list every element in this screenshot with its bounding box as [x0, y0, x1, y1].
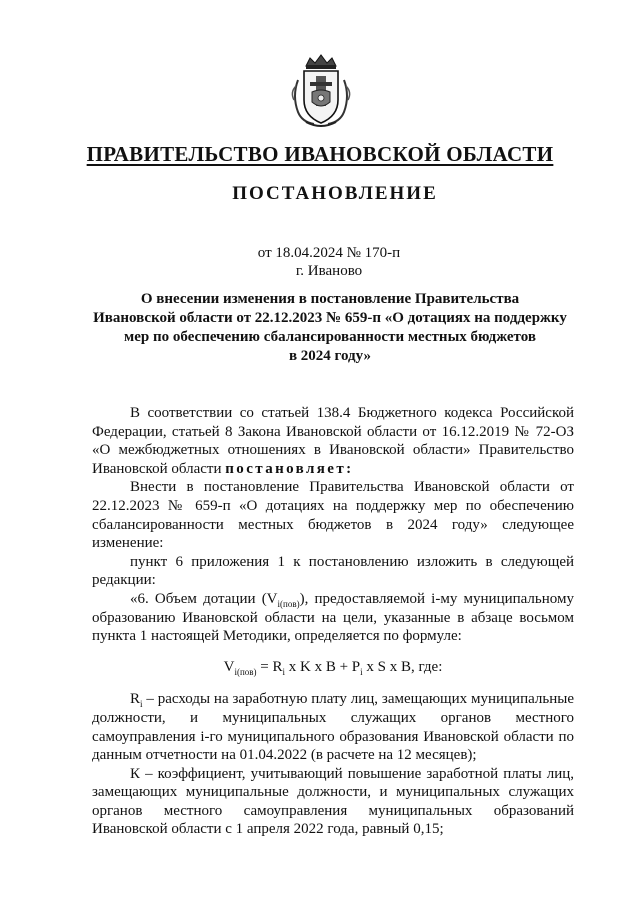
subject-line: в 2024 году» [288, 348, 372, 364]
amendment-paragraph: Внести в постановление Правительства Ивановской области от 22.12.2023 № 659-п «О дотациях на поддержку мер по обеспечению сбалансированности местных бюджетов в 2024 году» следующее изменение: [92, 479, 574, 552]
resolution-keyword: постановляет: [225, 460, 354, 477]
document-body [92, 404, 574, 839]
item-6-paragraph: «6. Объем дотации $(V_{i(пов)})$, предоставляемой i-му муниципальному образованию Ивановской области на цели, указанные в абзаце восьмом пункта 1 настоящей Методики, определяется по формуле: [92, 590, 574, 645]
government-name: ПРАВИТЕЛЬСТВО ИВАНОВСКОЙ ОБЛАСТИ [86, 142, 554, 166]
subject-line: мер по обеспечению сбалансированности местных бюджетов [124, 329, 536, 345]
definition-r-paragraph: $R_i$ – расходы на заработную плату лиц, замещающих муниципальные должности, и муниципальных служащих органов местного самоуправления i-го муниципального образования Ивановской области по данным отчетности на 01.04.2022 (в расчете на 12 месяцев); [92, 691, 574, 764]
document-type: ПОСТАНОВЛЕНИЕ [232, 183, 438, 204]
subject-line: О внесении изменения в постановление Правительства [140, 291, 520, 307]
preamble-paragraph: В соответствии со статьей 138.4 Бюджетного кодекса Российской Федерации, статьей 8 Закона Ивановской области от 16.12.2019 № 72-ОЗ «О межбюджетных отношениях в Ивановской области» Правительство Ивановской области постановляет: [92, 405, 574, 477]
document-date-number: от 18.04.2024 № 170-п [257, 245, 401, 261]
document-subject [80, 290, 580, 366]
subsidy-formula: $V_{i(пов)} = R_i$ x K x $B + P_i$ x S x B, где: [223, 658, 443, 677]
document-city: г. Иваново [295, 263, 363, 279]
item-reference-paragraph: пункт 6 приложения 1 к постановлению изложить в следующей редакции: [92, 553, 574, 589]
definition-k-paragraph: К – коэффициент, учитывающий повышение заработной платы лиц, замещающих муниципальные должности, и муниципальных служащих органов местного самоуправления муниципальных образований Ивановской области с 1 апреля 2022 года, равный 0,15; [92, 765, 574, 838]
coat-of-arms-icon [288, 52, 354, 130]
subject-line: Ивановской области от 22.12.2023 № 659-п «О дотациях на поддержку [93, 310, 567, 326]
